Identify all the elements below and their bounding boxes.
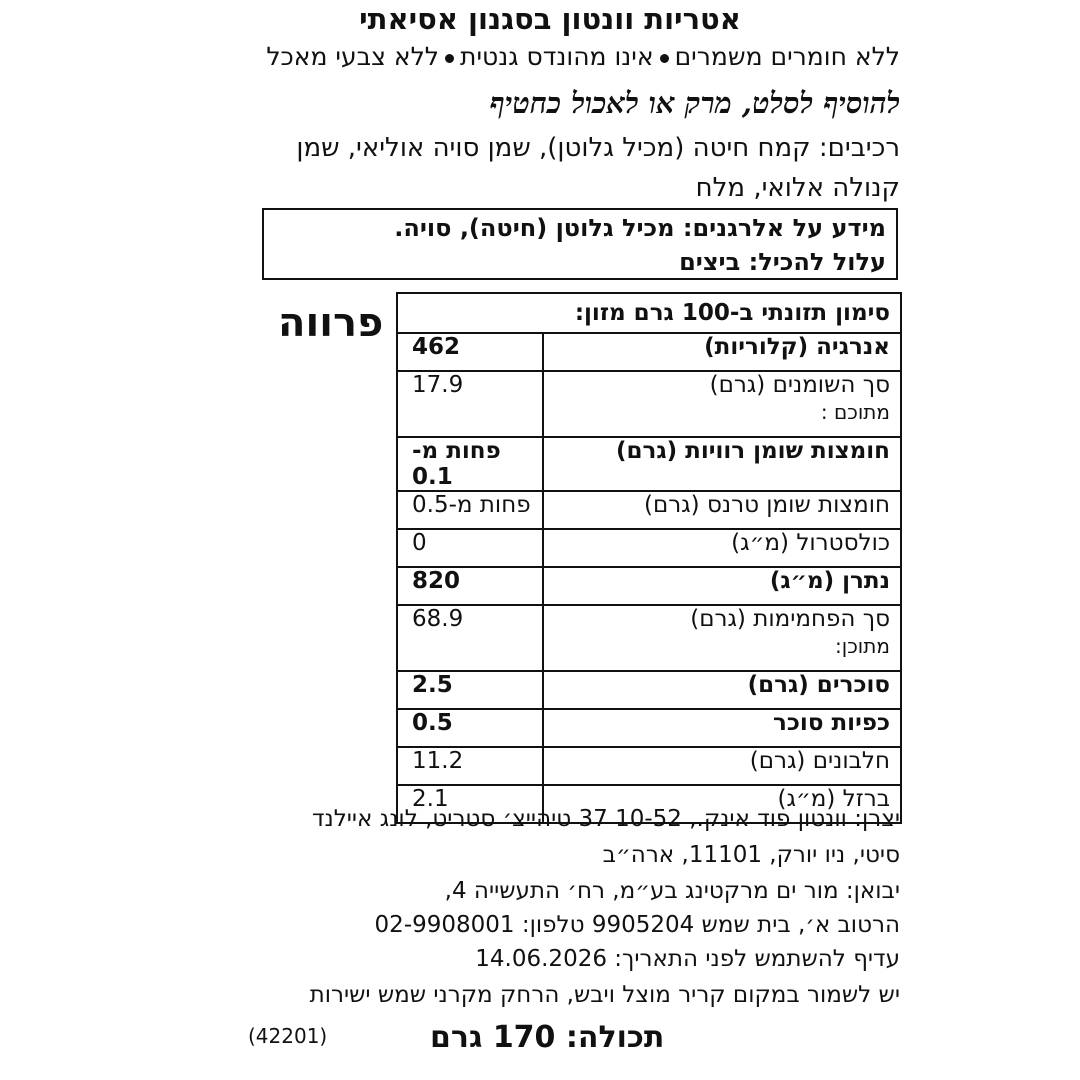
claim-no-colors: ללא צבעי מאכל <box>266 42 440 71</box>
nutrient-value: 2.5 <box>397 671 543 709</box>
storage-instructions: יש לשמור במקום קריר מוצל ויבש, הרחק מקרני שמש ישירות <box>309 982 900 1008</box>
parve-label: פרווה <box>278 300 384 346</box>
nutrient-name <box>543 709 901 747</box>
serving-tagline: להוסיף לסלט, מרק או לאכול כחטיף <box>489 86 900 120</box>
nutrient-value: 17.9 <box>397 371 543 437</box>
ingredients-label: רכיבים <box>827 133 900 163</box>
product-claims <box>266 42 900 71</box>
allergen-statement: מידע על אלרגנים: מכיל גלוטן (חיטה), סויה. <box>394 214 886 242</box>
nutrient-value: פחות מ-0.5 <box>397 491 543 529</box>
nutrition-row <box>397 747 901 785</box>
nutrient-name <box>543 491 901 529</box>
nutrient-label: סך הפחמימות (גרם) <box>690 606 890 632</box>
nutrient-label: חומצות שומן רוויות (גרם) <box>615 438 890 464</box>
nutrient-label: אנרגיה (קלוריות) <box>704 334 890 360</box>
may-contain-label: עלול להכיל: <box>748 248 886 276</box>
nutrient-name <box>543 437 901 491</box>
nutrient-value: פחות מ- 0.1 <box>397 437 543 491</box>
net-content: תכולה: 170 גרם <box>430 1020 665 1055</box>
nutrient-label: סך השומנים (גרם) <box>709 372 890 398</box>
importer-line-2: הרטוב א׳, בית שמש 9905204 טלפון: 02-9908001 <box>374 912 900 938</box>
nutrition-row <box>397 529 901 567</box>
nutrient-label: ברזל (מ״ג) <box>777 786 890 812</box>
ingredients-text: קמח חיטה (מכיל גלוטן), שמן סויה אוליאי, שמן קנולה אלואי, מלח <box>296 133 900 203</box>
importer-line-1: יבואן: מור ים מרקטינג בע״מ, רח׳ התעשייה 4, <box>444 878 900 904</box>
nutrient-value: 0 <box>397 529 543 567</box>
may-contain-value: ביצים <box>679 248 741 276</box>
product-code: (42201) <box>248 1024 328 1048</box>
nutrition-row <box>397 491 901 529</box>
nutrient-name <box>543 747 901 785</box>
nutrition-row <box>397 371 901 437</box>
nutrient-value: 2.1 <box>397 785 543 823</box>
manufacturer-line-2: סיטי, ניו יורק, 11101, ארה״ב <box>602 842 900 868</box>
nutrient-name <box>543 333 901 371</box>
nutrient-value: 0.5 <box>397 709 543 747</box>
nutrient-sub-label: מתוכם : <box>820 400 890 424</box>
nutrient-sub-label: מתוכן: <box>835 634 890 658</box>
nutrition-row <box>397 333 901 371</box>
nutrient-value: 820 <box>397 567 543 605</box>
claim-no-preservatives: ללא חומרים משמרים <box>674 42 900 71</box>
nutrition-row <box>397 671 901 709</box>
nutrient-label: כפיות סוכר <box>773 710 890 736</box>
nutrition-row <box>397 709 901 747</box>
nutrient-label: כולסטרול (מ״ג) <box>731 530 890 556</box>
best-before: עדיף להשתמש לפני התאריך: 14.06.2026 <box>475 946 900 972</box>
product-title: אטריות וונטון בסגנון אסיאתי <box>359 2 741 36</box>
nutrient-name <box>543 371 901 437</box>
allergen-box <box>262 208 898 280</box>
claim-non-gmo: אינו מהונדס גנטית <box>460 42 654 71</box>
nutrition-row <box>397 437 901 491</box>
nutrient-label: חלבונים (גרם) <box>749 748 890 774</box>
bullet-icon <box>445 54 454 63</box>
nutrient-name <box>543 567 901 605</box>
may-contain-statement <box>679 248 886 276</box>
nutrient-name <box>543 671 901 709</box>
ingredients-block: רכיבים: קמח חיטה (מכיל גלוטן), שמן סויה אוליאי, שמן קנולה אלואי, מלח <box>296 133 900 203</box>
bullet-icon <box>660 54 669 63</box>
nutrient-label: סוכרים (גרם) <box>747 672 890 698</box>
nutrition-table <box>396 292 902 824</box>
nutrition-row <box>397 567 901 605</box>
nutrient-name <box>543 529 901 567</box>
nutrition-header-row <box>397 293 901 333</box>
nutrition-header: סימון תזונתי ב-100 גרם מזון: <box>397 293 901 333</box>
nutrient-value: 11.2 <box>397 747 543 785</box>
nutrient-label: חומצות שומן טרנס (גרם) <box>643 492 890 518</box>
nutrient-value: 462 <box>397 333 543 371</box>
nutrient-value: 68.9 <box>397 605 543 671</box>
nutrient-label: נתרן (מ״ג) <box>769 568 890 594</box>
nutrient-name <box>543 605 901 671</box>
manufacturer-line-1: יצרן: וונטון פוד אינק., 10-52 37 טיהייצ׳ סטריט, לונג איילנד <box>311 806 900 832</box>
nutrition-row <box>397 605 901 671</box>
